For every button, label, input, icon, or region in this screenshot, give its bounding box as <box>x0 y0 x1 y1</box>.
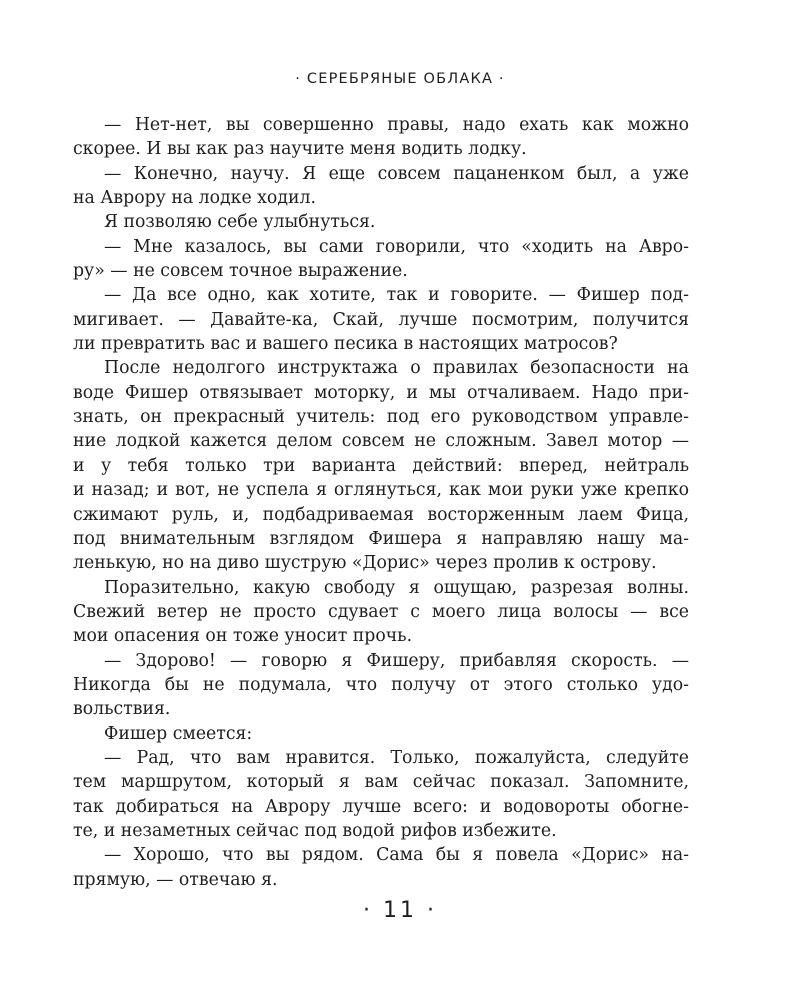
text-line: и назад; и вот, не успела я оглянуться, как мои руки уже крепко <box>73 480 689 501</box>
text-line: Фишер смеется: <box>104 723 253 744</box>
running-head: · СЕРЕБРЯНЫЕ ОБЛАКА · <box>295 71 505 87</box>
text-line: Поразительно, какую свободу я ощущаю, разрезая волны. <box>104 577 689 598</box>
text-line: ние лодкой кажется делом совсем не сложным. Завел мотор — <box>73 431 689 452</box>
text-line: скорее. И вы как раз научите меня водить лодку. <box>73 139 527 160</box>
text-line: — Нет-нет, вы совершенно правы, надо ехать как можно <box>104 115 689 135</box>
text-line: на Аврору на лодке ходил. <box>73 188 316 209</box>
text-line: тем маршрутом, который я вам сейчас показал. Запомните, <box>73 772 689 793</box>
text-line: знать, он прекрасный учитель: под его руководством управле- <box>73 407 689 428</box>
text-line: — Конечно, научу. Я еще совсем пацаненком был, а уже <box>104 163 689 184</box>
text-line: — Мне казалось, вы сами говорили, что «ходить на Авро- <box>104 236 689 257</box>
text-line: мои опасения он тоже уносит прочь. <box>73 626 413 647</box>
text-line: Я позволяю себе улыбнуться. <box>104 212 376 233</box>
text-line: вольствия. <box>73 699 171 720</box>
text-line: ли превратить вас и вашего песика в настоящих матросов? <box>73 334 618 355</box>
text-line: Свежий ветер не просто сдувает с моего лица волосы — все <box>73 601 689 622</box>
text-line: так добираться на Аврору лучше всего: и водовороты обогне- <box>73 796 689 817</box>
text-line: — Здорово! — говорю я Фишеру, прибавляя скорость. — <box>104 650 689 671</box>
text-line: — Да все одно, как хотите, так и говорите. — Фишер под- <box>104 285 689 306</box>
text-line: мигивает. — Давайте-ка, Скай, лучше посмотрим, получится <box>73 309 689 330</box>
text-line: ру» — не совсем точное выражение. <box>73 261 408 282</box>
text-line: прямую, — отвечаю я. <box>73 869 278 890</box>
text-line: — Рад, что вам нравится. Только, пожалуйста, следуйте <box>104 747 689 768</box>
text-line: под внимательным взглядом Фишера я направляю нашу ма- <box>73 528 689 549</box>
text-line: ленькую, но на диво шуструю «Дорис» через пролив к острову. <box>73 553 657 574</box>
text-line: и у тебя только три варианта действий: вперед, нейтраль <box>73 455 689 476</box>
page-number: · 11 · <box>363 898 437 923</box>
text-line: После недолгого инструктажа о правилах безопасности на <box>104 358 689 379</box>
text-line: — Хорошо, что вы рядом. Сама бы я повела «Дорис» на- <box>104 845 689 866</box>
body-text <box>73 113 689 892</box>
text-line: те, и незаметных сейчас под водой рифов избежите. <box>73 820 557 841</box>
text-line: воде Фишер отвязывает моторку, и мы отчаливаем. Надо при- <box>73 382 689 403</box>
text-line: Никогда бы не подумала, что получу от этого столько удо- <box>73 674 689 695</box>
text-line: сжимают руль, и, подбадриваемая восторженным лаем Фица, <box>73 504 689 525</box>
